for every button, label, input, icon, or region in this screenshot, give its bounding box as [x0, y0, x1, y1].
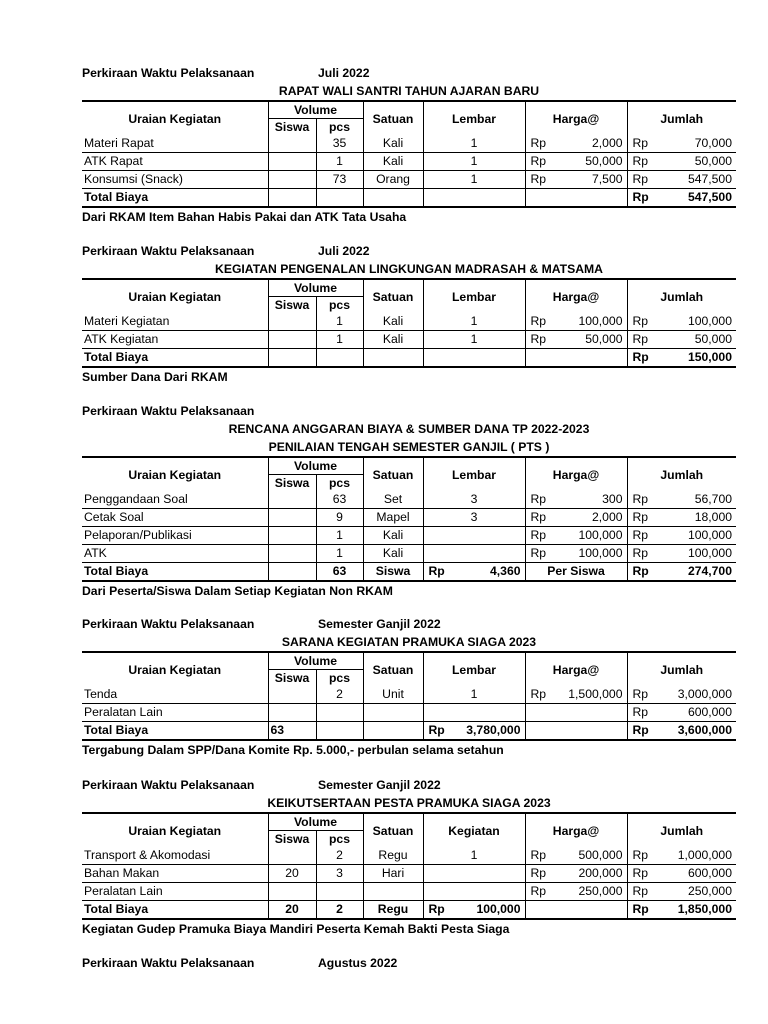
cell-harga: Rp 7,500: [525, 171, 627, 189]
cell-pcs: 3: [316, 865, 363, 883]
cell-lembar: [423, 545, 525, 563]
cell-satuan: Regu: [363, 847, 423, 865]
table-row: [82, 509, 736, 527]
col-siswa: Siswa: [268, 475, 316, 492]
col-volume: Volume: [268, 813, 363, 831]
cell-lembar: 1: [423, 153, 525, 171]
col-uraian: Uraian Kegiatan: [82, 813, 268, 847]
cell-pcs: 1: [316, 313, 363, 331]
col-pcs: pcs: [316, 475, 363, 492]
budget-table: [82, 651, 736, 741]
cell-jumlah: Rp 3,000,000: [627, 686, 736, 704]
cell-siswa: [268, 509, 316, 527]
cell-pcs: 1: [316, 331, 363, 349]
total-satuan: Regu: [363, 901, 423, 920]
section-note: Dari RKAM Item Bahan Habis Pakai dan ATK Tata Usaha: [82, 210, 407, 224]
total-satuan: Siswa: [363, 563, 423, 582]
section-agustus: [82, 954, 736, 972]
cell-uraian: Tenda: [82, 686, 268, 704]
cell-harga: Rp 50,000: [525, 153, 627, 171]
cell-satuan: Unit: [363, 686, 423, 704]
cell-satuan: Kali: [363, 545, 423, 563]
col-uraian: Uraian Kegiatan: [82, 101, 268, 135]
cell-harga: Rp 300: [525, 491, 627, 509]
cell-lembar: 1: [423, 331, 525, 349]
waktu-value: Semester Ganjil 2022: [318, 778, 441, 792]
total-lembar: Rp 100,000: [423, 901, 525, 920]
cell-siswa: [268, 545, 316, 563]
cell-satuan: Set: [363, 491, 423, 509]
waktu-label: Perkiraan Waktu Pelaksanaan: [82, 956, 255, 970]
cell-satuan: Kali: [363, 153, 423, 171]
section-title: KEGIATAN PENGENALAN LINGKUNGAN MADRASAH & MATSAMA: [215, 262, 603, 276]
cell-siswa: [268, 527, 316, 545]
cell-siswa: [268, 491, 316, 509]
cell-lembar: 1: [423, 135, 525, 153]
table-row: [82, 331, 736, 349]
section-title: SARANA KEGIATAN PRAMUKA SIAGA 2023: [281, 635, 537, 649]
cell-pcs: 1: [316, 153, 363, 171]
cell-harga: Rp 2,000: [525, 509, 627, 527]
section-note: Sumber Dana Dari RKAM: [82, 370, 228, 384]
waktu-line: [82, 615, 736, 633]
col-volume: Volume: [268, 279, 363, 297]
cell-satuan: Mapel: [363, 509, 423, 527]
col-uraian: Uraian Kegiatan: [82, 279, 268, 313]
cell-satuan: Kali: [363, 313, 423, 331]
cell-siswa: [268, 171, 316, 189]
waktu-label: Perkiraan Waktu Pelaksanaan: [82, 244, 255, 258]
cell-siswa: [268, 686, 316, 704]
total-row: [82, 563, 736, 582]
table-row: [82, 313, 736, 331]
col-harga: Harga@: [525, 279, 627, 313]
cell-lembar: 1: [423, 313, 525, 331]
section-pesta-pramuka: [82, 776, 736, 938]
cell-harga: Rp 1,500,000: [525, 686, 627, 704]
cell-uraian: Peralatan Lain: [82, 883, 268, 901]
cell-harga: Rp 250,000: [525, 883, 627, 901]
cell-uraian: ATK Kegiatan: [82, 331, 268, 349]
cell-pcs: [316, 883, 363, 901]
col-harga: Harga@: [525, 101, 627, 135]
cell-uraian: Materi Kegiatan: [82, 313, 268, 331]
col-satuan: Satuan: [363, 652, 423, 686]
total-siswa: 20: [268, 901, 316, 920]
waktu-value: Agustus 2022: [318, 956, 398, 970]
cell-jumlah: Rp 100,000: [627, 545, 736, 563]
cell-jumlah: Rp 100,000: [627, 527, 736, 545]
col-siswa: Siswa: [268, 119, 316, 136]
total-row: [82, 349, 736, 368]
section-pts: [82, 402, 736, 600]
cell-uraian: Bahan Makan: [82, 865, 268, 883]
col-lembar: Lembar: [423, 652, 525, 686]
cell-harga: Rp 500,000: [525, 847, 627, 865]
col-pcs: pcs: [316, 119, 363, 136]
total-lembar: Rp 3,780,000: [423, 722, 525, 741]
waktu-label: Perkiraan Waktu Pelaksanaan: [82, 617, 255, 631]
section-title-1: RENCANA ANGGARAN BIAYA & SUMBER DANA TP 2022-2023: [228, 422, 590, 436]
col-satuan: Satuan: [363, 101, 423, 135]
section-note: Kegiatan Gudep Pramuka Biaya Mandiri Peserta Kemah Bakti Pesta Siaga: [82, 922, 510, 936]
cell-harga: [525, 704, 627, 722]
cell-pcs: 35: [316, 135, 363, 153]
total-label: Total Biaya: [82, 722, 268, 741]
col-siswa: Siswa: [268, 831, 316, 848]
cell-lembar: 1: [423, 686, 525, 704]
cell-harga: Rp 100,000: [525, 527, 627, 545]
cell-uraian: Materi Rapat: [82, 135, 268, 153]
cell-lembar: [423, 865, 525, 883]
cell-lembar: [423, 704, 525, 722]
cell-jumlah: Rp 547,500: [627, 171, 736, 189]
cell-pcs: 63: [316, 491, 363, 509]
total-amount: Rp 1,850,000: [627, 901, 736, 920]
total-row: [82, 189, 736, 208]
total-label: Total Biaya: [82, 189, 268, 208]
col-volume: Volume: [268, 101, 363, 119]
cell-lembar: 3: [423, 509, 525, 527]
table-row: [82, 847, 736, 865]
cell-uraian: Peralatan Lain: [82, 704, 268, 722]
cell-pcs: 1: [316, 527, 363, 545]
cell-jumlah: Rp 70,000: [627, 135, 736, 153]
cell-harga: Rp 100,000: [525, 313, 627, 331]
cell-siswa: [268, 331, 316, 349]
cell-siswa: [268, 313, 316, 331]
budget-table: [82, 812, 736, 920]
cell-pcs: 73: [316, 171, 363, 189]
cell-pcs: [316, 704, 363, 722]
cell-pcs: 1: [316, 545, 363, 563]
table-row: [82, 491, 736, 509]
waktu-label: Perkiraan Waktu Pelaksanaan: [82, 404, 255, 418]
cell-pcs: 9: [316, 509, 363, 527]
cell-pcs: 2: [316, 847, 363, 865]
col-harga: Harga@: [525, 652, 627, 686]
total-label: Total Biaya: [82, 901, 268, 920]
cell-jumlah: Rp 600,000: [627, 704, 736, 722]
cell-lembar: 1: [423, 171, 525, 189]
total-amount: Rp 3,600,000: [627, 722, 736, 741]
waktu-label: Perkiraan Waktu Pelaksanaan: [82, 66, 255, 80]
col-pcs: pcs: [316, 297, 363, 314]
cell-siswa: [268, 135, 316, 153]
waktu-line: [82, 242, 736, 260]
section-note: Dari Peserta/Siswa Dalam Setiap Kegiatan Non RKAM: [82, 584, 393, 598]
table-row: [82, 883, 736, 901]
table-row: [82, 135, 736, 153]
col-jumlah: Jumlah: [627, 279, 736, 313]
total-lembar: Rp 4,360: [423, 563, 525, 582]
cell-satuan: Orang: [363, 171, 423, 189]
cell-satuan: [363, 883, 423, 901]
col-jumlah: Jumlah: [627, 101, 736, 135]
cell-satuan: Hari: [363, 865, 423, 883]
waktu-line: [82, 954, 736, 972]
col-uraian: Uraian Kegiatan: [82, 652, 268, 686]
waktu-line: [82, 64, 736, 82]
table-row: [82, 686, 736, 704]
cell-siswa: [268, 883, 316, 901]
cell-uraian: ATK Rapat: [82, 153, 268, 171]
cell-jumlah: Rp 1,000,000: [627, 847, 736, 865]
col-harga: Harga@: [525, 813, 627, 847]
cell-satuan: Kali: [363, 527, 423, 545]
total-pcs: 2: [316, 901, 363, 920]
waktu-value: Juli 2022: [318, 244, 370, 258]
col-satuan: Satuan: [363, 457, 423, 491]
table-row: [82, 171, 736, 189]
total-siswa: 63: [268, 722, 316, 741]
section-rapat-wali-santri: [82, 64, 736, 226]
total-amount: Rp 547,500: [627, 189, 736, 208]
cell-satuan: Kali: [363, 331, 423, 349]
table-row: [82, 704, 736, 722]
cell-uraian: Konsumsi (Snack): [82, 171, 268, 189]
col-volume: Volume: [268, 652, 363, 670]
budget-table: [82, 456, 736, 582]
cell-lembar: [423, 527, 525, 545]
section-sarana-pramuka: [82, 615, 736, 759]
total-pcs: 63: [316, 563, 363, 582]
cell-lembar: 3: [423, 491, 525, 509]
cell-jumlah: Rp 100,000: [627, 313, 736, 331]
cell-harga: Rp 50,000: [525, 331, 627, 349]
section-title: KEIKUTSERTAAN PESTA PRAMUKA SIAGA 2023: [267, 796, 551, 810]
table-row: [82, 153, 736, 171]
cell-lembar: [423, 883, 525, 901]
waktu-value: Juli 2022: [318, 66, 370, 80]
cell-satuan: [363, 704, 423, 722]
waktu-label: Perkiraan Waktu Pelaksanaan: [82, 778, 255, 792]
cell-pcs: 2: [316, 686, 363, 704]
col-kegiatan: Kegiatan: [423, 813, 525, 847]
total-harga: Per Siswa: [525, 563, 627, 582]
cell-lembar: 1: [423, 847, 525, 865]
col-harga: Harga@: [525, 457, 627, 491]
col-satuan: Satuan: [363, 279, 423, 313]
cell-siswa: [268, 847, 316, 865]
cell-uraian: Cetak Soal: [82, 509, 268, 527]
col-lembar: Lembar: [423, 457, 525, 491]
budget-table: [82, 100, 736, 208]
budget-table: [82, 278, 736, 368]
col-siswa: Siswa: [268, 297, 316, 314]
cell-harga: Rp 2,000: [525, 135, 627, 153]
col-jumlah: Jumlah: [627, 813, 736, 847]
col-pcs: pcs: [316, 831, 363, 848]
cell-jumlah: Rp 18,000: [627, 509, 736, 527]
waktu-value: Semester Ganjil 2022: [318, 617, 441, 631]
col-lembar: Lembar: [423, 279, 525, 313]
total-row: [82, 901, 736, 920]
col-pcs: pcs: [316, 670, 363, 687]
cell-harga: Rp 100,000: [525, 545, 627, 563]
waktu-line: [82, 402, 736, 420]
col-lembar: Lembar: [423, 101, 525, 135]
total-label: Total Biaya: [82, 349, 268, 368]
total-label: Total Biaya: [82, 563, 268, 582]
cell-jumlah: Rp 250,000: [627, 883, 736, 901]
total-row: [82, 722, 736, 741]
cell-uraian: ATK: [82, 545, 268, 563]
col-jumlah: Jumlah: [627, 652, 736, 686]
cell-harga: Rp 200,000: [525, 865, 627, 883]
col-uraian: Uraian Kegiatan: [82, 457, 268, 491]
table-row: [82, 545, 736, 563]
cell-uraian: Pelaporan/Publikasi: [82, 527, 268, 545]
table-row: [82, 527, 736, 545]
cell-jumlah: Rp 50,000: [627, 153, 736, 171]
cell-siswa: [268, 704, 316, 722]
section-title: RAPAT WALI SANTRI TAHUN AJARAN BARU: [278, 84, 540, 98]
cell-uraian: Penggandaan Soal: [82, 491, 268, 509]
cell-uraian: Transport & Akomodasi: [82, 847, 268, 865]
cell-satuan: Kali: [363, 135, 423, 153]
col-siswa: Siswa: [268, 670, 316, 687]
cell-jumlah: Rp 600,000: [627, 865, 736, 883]
cell-siswa: 20: [268, 865, 316, 883]
col-volume: Volume: [268, 457, 363, 475]
cell-siswa: [268, 153, 316, 171]
col-jumlah: Jumlah: [627, 457, 736, 491]
total-amount: Rp 150,000: [627, 349, 736, 368]
waktu-line: [82, 776, 736, 794]
table-row: [82, 865, 736, 883]
section-title-2: PENILAIAN TENGAH SEMESTER GANJIL ( PTS ): [268, 440, 550, 454]
section-note: Tergabung Dalam SPP/Dana Komite Rp. 5.000,- perbulan selama setahun: [82, 743, 504, 757]
col-satuan: Satuan: [363, 813, 423, 847]
cell-jumlah: Rp 56,700: [627, 491, 736, 509]
total-amount: Rp 274,700: [627, 563, 736, 582]
cell-jumlah: Rp 50,000: [627, 331, 736, 349]
section-pengenalan-lingkungan: [82, 242, 736, 386]
